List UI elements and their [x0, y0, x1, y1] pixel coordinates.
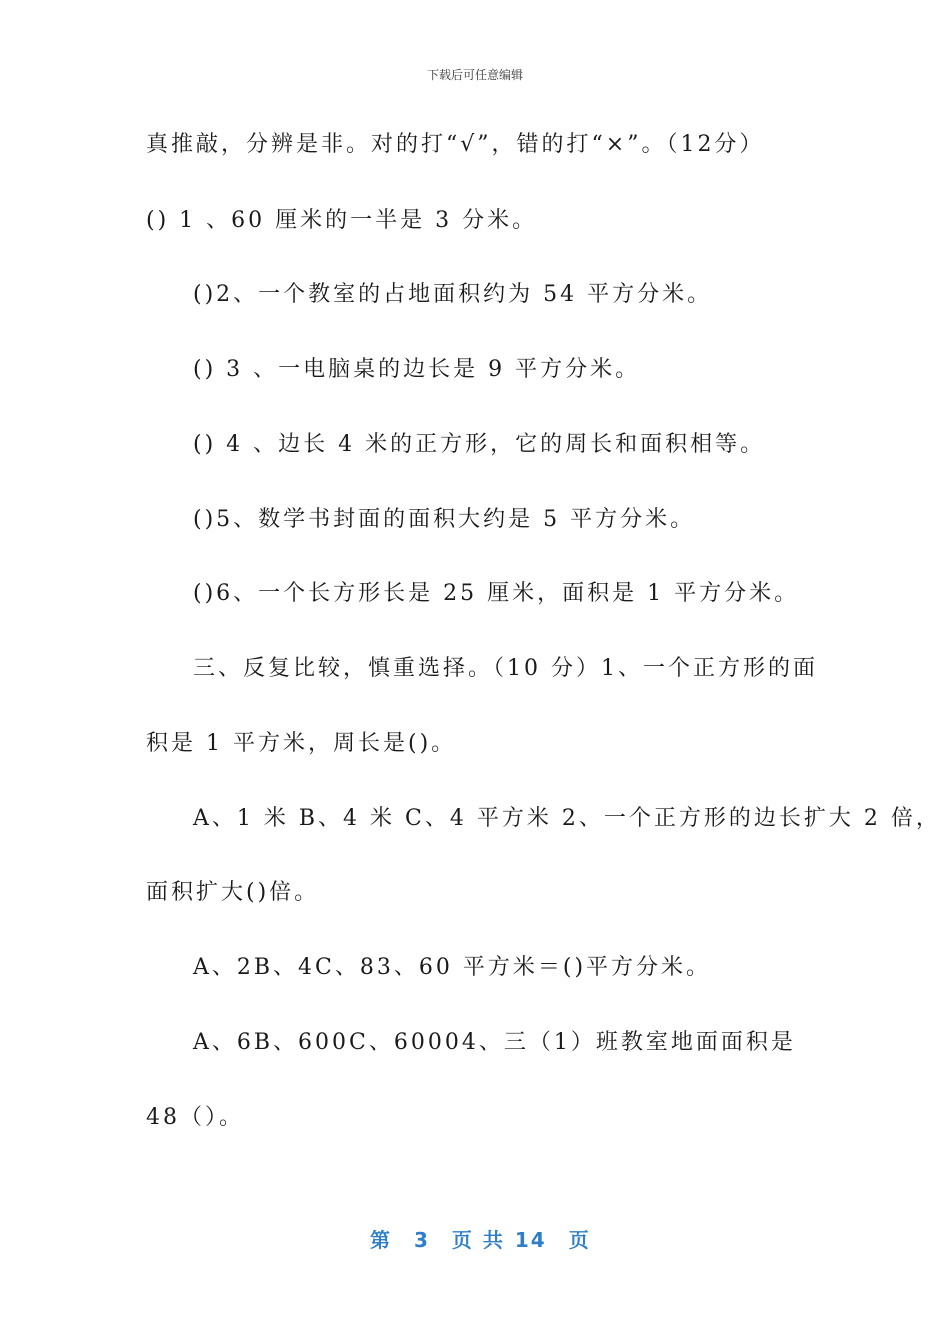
choice-options-2: A、2B、4C、83、60 平方米＝()平方分米。: [193, 955, 712, 980]
judgment-item-1: () 1 、60 厘米的一半是 3 分米。: [146, 208, 538, 233]
choice-options-3: A、6B、600C、60004、三（1）班教室地面面积是: [193, 1030, 796, 1055]
choice-question-1-cont: 积是 1 平方米，周长是()。: [146, 731, 457, 756]
section-three-heading: 三、反复比较，慎重选择。（10 分）1、一个正方形的面: [193, 656, 818, 681]
instruction-line: 真推敲，分辨是非。对的打“√”，错的打“×”。（12分）: [146, 132, 765, 157]
choice-question-2-cont: 面积扩大()倍。: [146, 880, 320, 905]
header-note: 下载后可任意编辑: [426, 68, 523, 82]
footer-prefix: 第: [370, 1228, 392, 1252]
choice-question-4-cont: 48（）。: [146, 1105, 244, 1130]
judgment-item-5: ()5、数学书封面的面积大约是 5 平方分米。: [193, 507, 696, 532]
page-footer: [370, 1224, 591, 1253]
footer-total-pages: 14: [514, 1228, 547, 1252]
footer-suffix: 页: [568, 1228, 591, 1252]
judgment-item-6: ()6、一个长方形长是 25 厘米，面积是 1 平方分米。: [193, 581, 800, 606]
footer-page-number: 3: [414, 1228, 430, 1252]
judgment-item-4: () 4 、边长 4 米的正方形，它的周长和面积相等。: [193, 432, 766, 457]
choice-options-1: A、1 米 B、4 米 C、4 平方米 2、一个正方形的边长扩大 2 倍，: [193, 806, 941, 831]
footer-middle: 页 共: [451, 1228, 505, 1252]
judgment-item-3: () 3 、一电脑桌的边长是 9 平方分米。: [193, 357, 641, 382]
judgment-item-2: ()2、一个教室的占地面积约为 54 平方分米。: [193, 282, 713, 307]
